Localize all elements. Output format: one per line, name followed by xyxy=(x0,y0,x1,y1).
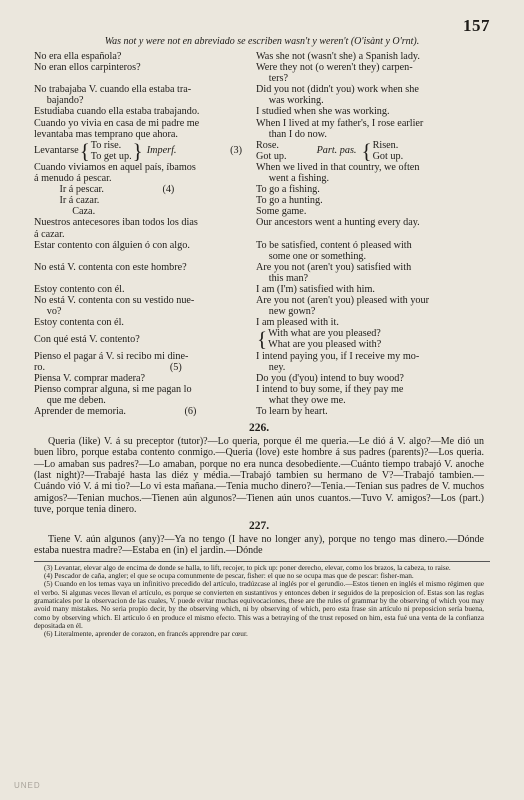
english-text: ney. xyxy=(256,361,286,373)
english-text: this man? xyxy=(256,272,309,284)
english-text: some one or something. xyxy=(256,250,367,262)
brace-row-spanish xyxy=(34,140,254,162)
spanish-text: vo? xyxy=(34,306,62,318)
spanish-text: No era ella española? xyxy=(34,51,122,62)
spanish-text: No está V. contenta con su vestido nue- xyxy=(34,295,195,307)
spanish-text: Ir á pescar. (4) xyxy=(34,184,175,196)
brace-options xyxy=(268,328,381,350)
brace-glyph: { xyxy=(79,138,90,163)
spanish-text: Estudiaba cuando ella estaba trabajando. xyxy=(34,106,200,118)
vocabulary-rows-2 xyxy=(34,162,484,328)
vocabulary-row xyxy=(34,129,484,140)
english-text: what they owe me. xyxy=(256,394,346,406)
vocabulary-row xyxy=(34,373,484,384)
vocabulary-row xyxy=(34,195,484,206)
english-text: Our ancestors went a hunting every day. xyxy=(256,217,420,229)
english-text: was working. xyxy=(256,95,324,107)
brace-option: Risen. xyxy=(372,139,399,151)
spanish-text: No está V. contenta con este hombre? xyxy=(34,261,187,273)
brace-options xyxy=(91,140,132,162)
brace-options xyxy=(373,140,404,162)
brace-option: To get up. xyxy=(90,150,132,162)
footnote: (3) Levantar, elevar algo de encima de donde se halla, to lift, recojer, to pick up: poner derecho, elevar, como los brazos, la cabeza, to raise. xyxy=(44,562,451,572)
vocabulary-row xyxy=(34,351,484,362)
english-text: Were they not (o weren't they) carpen- xyxy=(256,62,413,74)
spanish-text: Estar contento con álguien ó con algo. xyxy=(34,239,190,251)
spanish-text: Pienso comprar alguna, si me pagan lo xyxy=(34,383,192,395)
vocabulary-row xyxy=(34,184,484,195)
english-text: When I lived at my father's, I rose earlier xyxy=(256,117,424,129)
vocabulary-row xyxy=(34,217,484,228)
brace-option: Got up. xyxy=(372,150,404,162)
footnote-ref: (3) xyxy=(230,145,242,157)
brace-glyph: } xyxy=(132,138,143,163)
spanish-text: que me deben. xyxy=(34,394,106,406)
english-text: To learn by heart. xyxy=(256,406,328,417)
english-text: I intend paying you, if I receive my mo- xyxy=(256,350,420,362)
vocabulary-row xyxy=(34,384,484,395)
vocabulary-row xyxy=(34,240,484,251)
english-text xyxy=(254,229,484,240)
english-text: Are you not (aren't you) pleased with your xyxy=(256,295,429,307)
vocabulary-row xyxy=(34,51,484,62)
footnotes xyxy=(34,564,484,639)
vocabulary-row xyxy=(34,229,484,240)
english-text: went a fishing. xyxy=(256,173,329,185)
spanish-text: Pienso el pagar á V. si recibo mi dine- xyxy=(34,350,189,362)
vocabulary-row xyxy=(34,273,484,284)
english-text: Did you not (didn't you) work when she xyxy=(256,84,419,96)
spanish-text: Aprender de memoria. (6) xyxy=(34,406,197,417)
brace-label: Levantarse xyxy=(34,145,79,157)
english-text: I am (I'm) satisfied with him. xyxy=(256,283,375,295)
vocabulary-row xyxy=(34,206,484,217)
exercise-text: Tiene V. aún algunos (any)?—Ya no tengo (I have no longer any), porque no tengo mas dinero.—Dónde estaba nuestra madre?—Estaba en (in) el jardin.—Dónde xyxy=(34,534,484,557)
exercise-226 xyxy=(34,436,484,515)
brace-note: Part. pas. xyxy=(316,145,357,157)
spanish-text: ro. (5) xyxy=(34,361,182,373)
english-text: To go a hunting. xyxy=(256,195,323,207)
spanish-text: No eran ellos carpinteros? xyxy=(34,62,141,74)
spanish-text: Caza. xyxy=(34,206,96,218)
vocabulary-row xyxy=(34,73,484,84)
vocabulary-rows-3 xyxy=(34,351,484,418)
vocabulary-row xyxy=(34,118,484,129)
spanish-text xyxy=(34,251,254,262)
spanish-text: Estoy contenta con él. xyxy=(34,317,124,329)
exercise-227 xyxy=(34,534,484,557)
vocabulary-row xyxy=(34,162,484,173)
spanish-text: No trabajaba V. cuando ella estaba tra- xyxy=(34,84,192,96)
brace-row-english xyxy=(254,140,484,162)
section-227-heading: 227. xyxy=(248,520,270,533)
vocabulary-row xyxy=(34,106,484,117)
page-number: 157 xyxy=(463,16,490,35)
spanish-text xyxy=(34,73,254,84)
footnote: (5) Cuando en los temas vaya un infinitivo precedido del artículo, tradúzcase al inglés por el gerundio.—Estos tienen en inglés el mismo régimen que el verbo. Si algunas veces llevan el artículo, es porque se convierten en sustantivos y entonces deben ir seguidos de la preposicion of. Estas son las reglas gramaticales por la observacion de las cuales, V. puede evitar muchas equivocaciones, these are the rules of grammar by the observing of which you may avoid many mistakes. No seria propio decir, by the observing which, ni by observing of which, pero esta frase sin artículo ni preposicion sería buena, como by observing which. El artículo ó en produce el mismo efecto. This was a betraying of the trust reposed on him, esta fué una venta de la confianza depositada en él. xyxy=(34,579,484,630)
vocabulary-row xyxy=(34,84,484,95)
brace-row-english xyxy=(254,328,484,350)
section-226-heading: 226. xyxy=(248,422,270,435)
spanish-text xyxy=(34,273,254,284)
vocabulary-row xyxy=(34,295,484,306)
spanish-text: Cuando viviamos en aquel país, íbamos xyxy=(34,161,196,173)
brace-row-levantarse xyxy=(34,140,484,162)
english-text: new gown? xyxy=(256,306,316,318)
brace-option: Rose. xyxy=(256,139,279,151)
footnote: (6) Literalmente, aprender de corazon, en francés apprendre par cœur. xyxy=(44,629,248,639)
brace-glyph: { xyxy=(257,327,268,352)
vocabulary-row xyxy=(34,406,484,417)
vocabulary-row xyxy=(34,262,484,273)
spanish-text: Ir á cazar. xyxy=(34,195,100,207)
english-text: Are you not (aren't you) satisfied with xyxy=(256,261,412,273)
english-text: I intend to buy some, if they pay me xyxy=(256,383,404,395)
spanish-text: á menudo á pescar. xyxy=(34,173,112,185)
brace-row-contento xyxy=(34,328,484,350)
vocabulary-row xyxy=(34,173,484,184)
brace-option: What are you pleased with? xyxy=(268,339,382,351)
english-text: Was she not (wasn't she) a Spanish lady. xyxy=(256,51,420,62)
vocabulary-rows-1 xyxy=(34,51,484,140)
brace-row-spanish: Con qué está V. contento? xyxy=(34,333,140,345)
header-note: Was not y were not en abreviado se escriben wasn't y weren't (O'isànt y O'rnt). xyxy=(104,36,420,47)
vocabulary-row xyxy=(34,284,484,295)
english-text: Some game. xyxy=(256,206,307,218)
english-text: I am pleased with it. xyxy=(256,317,339,329)
spanish-text: bajando? xyxy=(34,95,84,107)
footnote: (4) Pescador de caña, angler; el que se ocupa comunmente de pescar, fisher: el que no se ocupa mas que de pescar: fisher-man. xyxy=(44,571,414,581)
brace-option: To rise. xyxy=(90,139,122,151)
english-text: than I do now. xyxy=(256,128,327,140)
brace-glyph: { xyxy=(361,138,372,163)
vocabulary-row xyxy=(34,62,484,73)
spanish-text: Piensa V. comprar madera? xyxy=(34,372,146,384)
spanish-text: levantaba mas temprano que ahora. xyxy=(34,128,178,140)
english-text: Do you (d'you) intend to buy wood? xyxy=(256,372,404,384)
vocabulary-table xyxy=(34,51,484,638)
watermark: UNED xyxy=(14,781,41,790)
english-text: ters? xyxy=(256,73,288,85)
vocabulary-row xyxy=(34,395,484,406)
spanish-text: Cuando yo vivia en casa de mi padre me xyxy=(34,117,200,129)
vocabulary-row xyxy=(34,251,484,262)
brace-options xyxy=(256,140,287,162)
vocabulary-row xyxy=(34,95,484,106)
spanish-text: á cazar. xyxy=(34,228,65,240)
english-text: I studied when she was working. xyxy=(256,106,390,118)
footnote-divider xyxy=(34,561,490,562)
english-text: To be satisfied, content ó pleased with xyxy=(256,239,412,251)
vocabulary-row xyxy=(34,306,484,317)
exercise-text: Queria (like) V. á su preceptor (tutor)?—Lo queria, porque él me queria.—Le dió á V. algo?—Me dió un buen libro, porque estaba contento conmigo.—Queria (love) este hombre á sus padres (parents)?—Los queria.—Lo amaban sus padres?—Lo amaban, porque no era nunca desobediente.—Cuánto tiempo trabajó V. anoche (last night)?—Trabajé hasta las diéz y média.—Trabajó tambien su hermano de V?—Trabajó tambien.—Cuándo vió V. á mi tio?—Lo vi esta mañana.—Tenia mucho dinero?—Tenia.—Tenian sus padres de V. muchos amigos?—Tenian muchos.—Tienen aún algunos?—Tienen aún unos cuantos.—Tuvo V. amigos?—Los (part.) tuve, porque tenia dinero. xyxy=(34,436,484,515)
vocabulary-row xyxy=(34,362,484,373)
english-text: When we lived in that country, we often xyxy=(256,161,420,173)
spanish-text: Estoy contento con él. xyxy=(34,283,125,295)
english-text: To go a fishing. xyxy=(256,184,320,196)
brace-note: Imperf. xyxy=(146,145,177,157)
brace-option: Got up. xyxy=(256,150,287,162)
spanish-text: Nuestros antecesores iban todos los dias xyxy=(34,217,198,229)
brace-option: With what are you pleased? xyxy=(268,328,381,340)
